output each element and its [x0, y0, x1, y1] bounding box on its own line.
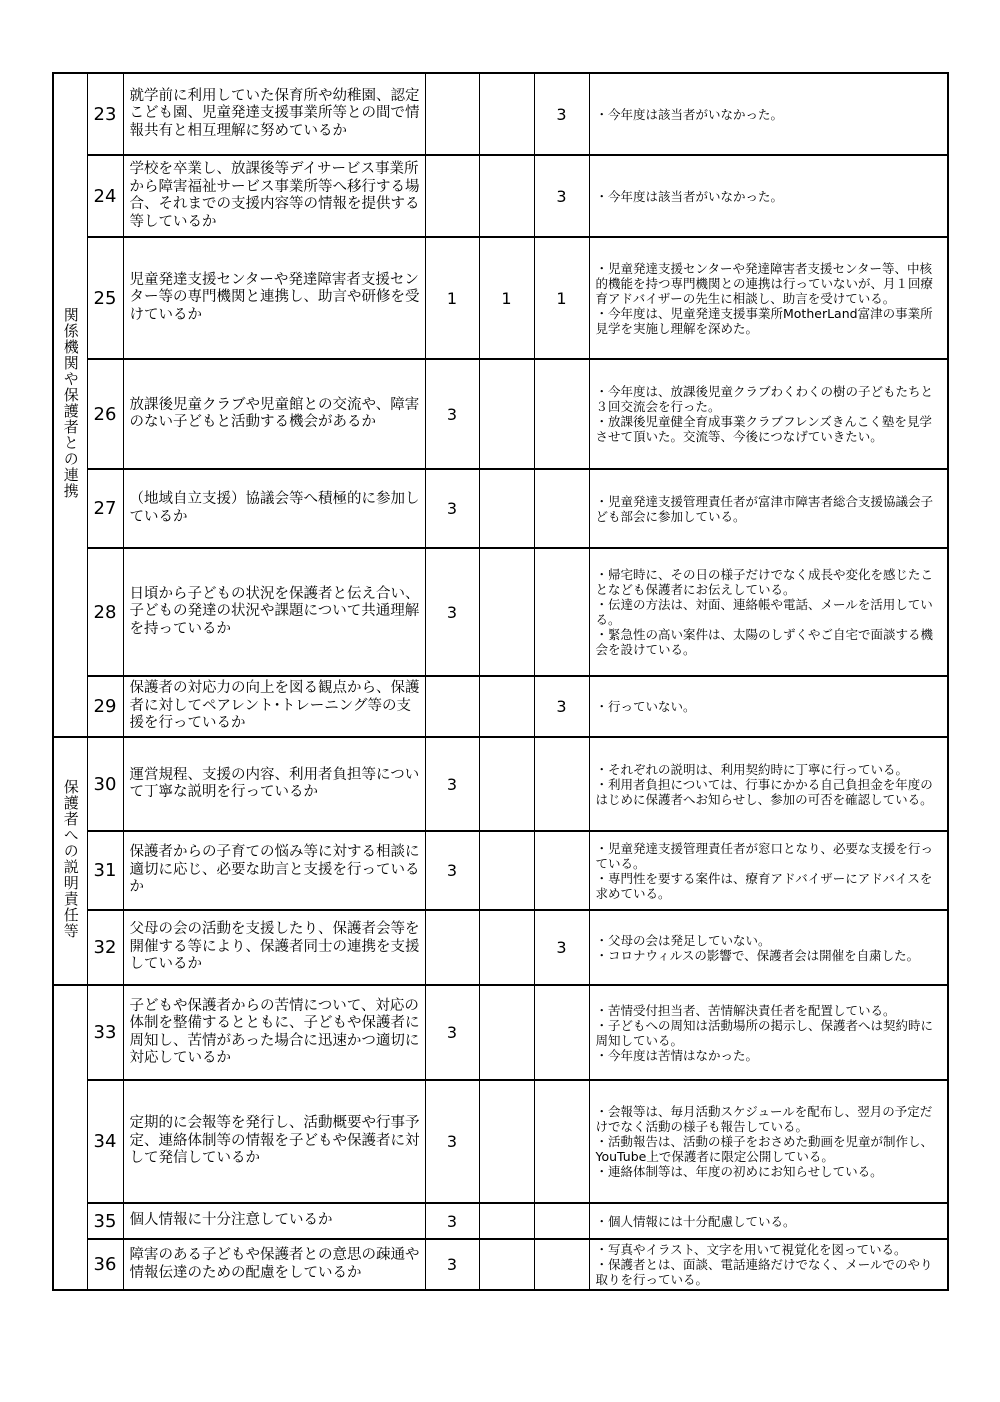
comment-text: ・行っていない。 [589, 676, 948, 737]
question-text: 就学前に利用していた保育所や幼稚園、認定こども園、児童発達支援事業所等との間で情報共有と相互理解に努めているか [123, 73, 425, 155]
table-row [53, 73, 948, 155]
table-row [53, 359, 948, 469]
rating-yes [425, 155, 479, 237]
category-label: 関係機関や保護者との連携 [61, 306, 80, 499]
rating-yes [425, 73, 479, 155]
rating-neutral [479, 1239, 534, 1290]
item-number: 25 [87, 237, 123, 359]
item-number: 30 [87, 737, 123, 831]
question-text: 子どもや保護者からの苦情について、対応の体制を整備するとともに、子どもや保護者に周知し、苦情があった場合に迅速かつ適切に対応しているか [123, 985, 425, 1080]
rating-yes: 3 [425, 831, 479, 910]
question-text: 保護者の対応力の向上を図る観点から、保護者に対してペアレント･トレーニング等の支援を行っているか [123, 676, 425, 737]
question-text: 運営規程、支援の内容、利用者負担等について丁寧な説明を行っているか [123, 737, 425, 831]
rating-neutral [479, 737, 534, 831]
rating-no: 1 [534, 237, 589, 359]
question-text: 放課後児童クラブや児童館との交流や、障害のない子どもと活動する機会があるか [123, 359, 425, 469]
comment-text: ・今年度は該当者がいなかった。 [589, 155, 948, 237]
rating-no [534, 548, 589, 676]
rating-neutral [479, 676, 534, 737]
rating-yes: 3 [425, 469, 479, 548]
rating-yes: 3 [425, 1203, 479, 1239]
rating-no [534, 985, 589, 1080]
rating-neutral [479, 469, 534, 548]
rating-neutral [479, 910, 534, 985]
question-text: （地域自立支援）協議会等へ積極的に参加しているか [123, 469, 425, 548]
rating-neutral [479, 548, 534, 676]
rating-yes [425, 676, 479, 737]
table-row [53, 469, 948, 548]
table-row [53, 1239, 948, 1290]
comment-text: ・会報等は、毎月活動スケジュールを配布し、翌月の予定だけでなく活動の様子も報告している。 ・活動報告は、活動の様子をおさめた動画を児童が制作し、YouTube上で保護者に限定公開している。 ・連絡体制等は、年度の初めにお知らせしている。 [589, 1080, 948, 1203]
rating-neutral [479, 831, 534, 910]
category-label: 保護者への説明責任等 [61, 778, 80, 939]
rating-yes [425, 910, 479, 985]
question-text: 日頃から子どもの状況を保護者と伝え合い、子どもの発達の状況や課題について共通理解を持っているか [123, 548, 425, 676]
category-cell [53, 737, 87, 985]
question-text: 障害のある子どもや保護者との意思の疎通や情報伝達のための配慮をしているか [123, 1239, 425, 1290]
rating-no [534, 469, 589, 548]
comment-text: ・今年度は、放課後児童クラブわくわくの樹の子どもたちと３回交流会を行った。 ・放課後児童健全育成事業クラブフレンズきんこく塾を見学させて頂いた。交流等、今後につなげていきたい。 [589, 359, 948, 469]
question-text: 個人情報に十分注意しているか [123, 1203, 425, 1239]
rating-neutral [479, 1080, 534, 1203]
comment-text: ・児童発達支援センターや発達障害者支援センター等、中核的機能を持つ専門機関との連携は行っていないが、月１回療育アドバイザーの先生に相談し、助言を受けている。 ・今年度は、児童発達支援事業所MotherLand富津の事業所見学を実施し理解を深めた。 [589, 237, 948, 359]
category-cell [53, 985, 87, 1290]
table-row [53, 548, 948, 676]
comment-text: ・個人情報には十分配慮している。 [589, 1203, 948, 1239]
rating-no [534, 1080, 589, 1203]
comment-text: ・帰宅時に、その日の様子だけでなく成長や変化を感じたことなども保護者にお伝えしている。 ・伝達の方法は、対面、連絡帳や電話、メールを活用している。 ・緊急性の高い案件は、太陽のしずくやご自宅で面談する機会を設けている。 [589, 548, 948, 676]
rating-no [534, 831, 589, 910]
rating-no [534, 1239, 589, 1290]
comment-text: ・苦情受付担当者、苦情解決責任者を配置している。 ・子どもへの周知は活動場所の掲示し、保護者へは契約時に周知している。 ・今年度は苦情はなかった。 [589, 985, 948, 1080]
question-text: 父母の会の活動を支援したり、保護者会等を開催する等により、保護者同士の連携を支援しているか [123, 910, 425, 985]
question-text: 学校を卒業し、放課後等デイサービス事業所から障害福祉サービス事業所等へ移行する場合、それまでの支援内容等の情報を提供する等しているか [123, 155, 425, 237]
item-number: 28 [87, 548, 123, 676]
comment-text: ・写真やイラスト、文字を用いて視覚化を図っている。 ・保護者とは、面談、電話連絡だけでなく、メールでのやり取りを行っている。 [589, 1239, 948, 1290]
rating-yes: 3 [425, 737, 479, 831]
table-row [53, 910, 948, 985]
comment-text: ・父母の会は発足していない。 ・コロナウィルスの影響で、保護者会は開催を自粛した。 [589, 910, 948, 985]
rating-yes: 3 [425, 985, 479, 1080]
table-row [53, 237, 948, 359]
rating-yes: 1 [425, 237, 479, 359]
comment-text: ・今年度は該当者がいなかった。 [589, 73, 948, 155]
item-number: 31 [87, 831, 123, 910]
rating-yes: 3 [425, 359, 479, 469]
table-body [53, 73, 948, 1290]
item-number: 24 [87, 155, 123, 237]
comment-text: ・児童発達支援管理責任者が窓口となり、必要な支援を行っている。 ・専門性を要する案件は、療育アドバイザーにアドバイスを求めている。 [589, 831, 948, 910]
rating-neutral [479, 73, 534, 155]
rating-no: 3 [534, 910, 589, 985]
table-row [53, 831, 948, 910]
table-row [53, 155, 948, 237]
rating-no [534, 359, 589, 469]
table-row [53, 1203, 948, 1239]
rating-neutral [479, 359, 534, 469]
item-number: 27 [87, 469, 123, 548]
category-cell [53, 73, 87, 737]
item-number: 32 [87, 910, 123, 985]
rating-neutral [479, 985, 534, 1080]
rating-no: 3 [534, 73, 589, 155]
evaluation-table [52, 72, 949, 1291]
rating-no [534, 737, 589, 831]
table-row [53, 676, 948, 737]
rating-yes: 3 [425, 1080, 479, 1203]
table-row [53, 1080, 948, 1203]
item-number: 26 [87, 359, 123, 469]
rating-neutral [479, 155, 534, 237]
rating-no: 3 [534, 155, 589, 237]
question-text: 児童発達支援センターや発達障害者支援センター等の専門機関と連携し、助言や研修を受けているか [123, 237, 425, 359]
item-number: 36 [87, 1239, 123, 1290]
table-row [53, 737, 948, 831]
rating-neutral: 1 [479, 237, 534, 359]
rating-neutral [479, 1203, 534, 1239]
rating-no: 3 [534, 676, 589, 737]
rating-yes: 3 [425, 1239, 479, 1290]
item-number: 29 [87, 676, 123, 737]
comment-text: ・それぞれの説明は、利用契約時に丁寧に行っている。 ・利用者負担については、行事にかかる自己負担金を年度のはじめに保護者へお知らせし、参加の可否を確認している。 [589, 737, 948, 831]
item-number: 34 [87, 1080, 123, 1203]
question-text: 定期的に会報等を発行し、活動概要や行事予定、連絡体制等の情報を子どもや保護者に対して発信しているか [123, 1080, 425, 1203]
rating-no [534, 1203, 589, 1239]
question-text: 保護者からの子育ての悩み等に対する相談に適切に応じ、必要な助言と支援を行っているか [123, 831, 425, 910]
table-row [53, 985, 948, 1080]
item-number: 33 [87, 985, 123, 1080]
comment-text: ・児童発達支援管理責任者が富津市障害者総合支援協議会子ども部会に参加している。 [589, 469, 948, 548]
item-number: 23 [87, 73, 123, 155]
rating-yes: 3 [425, 548, 479, 676]
item-number: 35 [87, 1203, 123, 1239]
